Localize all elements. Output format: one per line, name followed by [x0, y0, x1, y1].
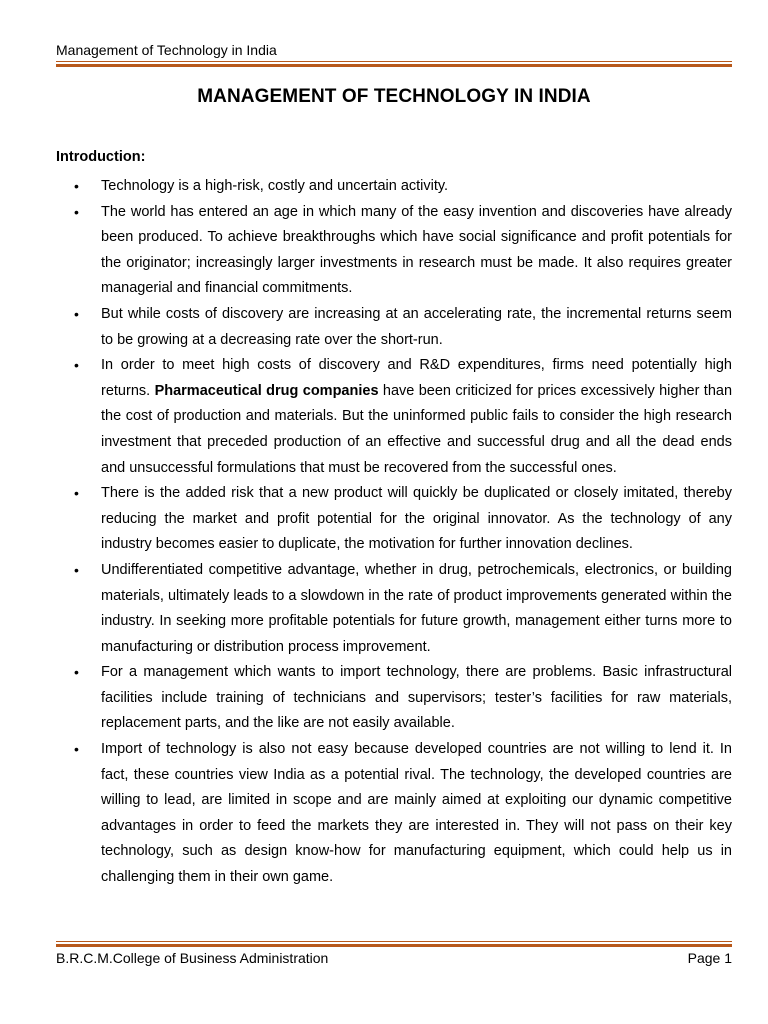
bullet-icon: •: [74, 741, 79, 758]
list-item: • Technology is a high-risk, costly and uncertain activity.: [56, 174, 732, 200]
bullet-icon: •: [74, 305, 79, 322]
bullet-icon: •: [74, 357, 79, 374]
footer-institution: B.R.C.M.College of Business Administration: [56, 950, 329, 966]
footer-rule: [56, 941, 732, 947]
bullet-icon: •: [74, 485, 79, 502]
list-item: • Undifferentiated competitive advantage, whether in drug, petrochemicals, electronics, or building materials, ultimately leads to a slowdown in the rate of product improvements generated within the industry. In seeking more profitable potentials for future growth, management either turns more to manufacturing or distribution process improvement.: [56, 558, 732, 660]
section-heading: Introduction:: [56, 149, 146, 165]
page-number: Page 1: [687, 950, 732, 966]
list-item: • The world has entered an age in which many of the easy invention and discoveries have already been produced. To achieve breakthroughs which have social significance and profit potentials for the originator; increasingly larger investments in research must be made. It also requires greater managerial and financial commitments.: [56, 200, 732, 302]
emphasis-text: Pharmaceutical drug companies: [154, 382, 379, 399]
header-rule: [56, 61, 732, 67]
list-item: • In order to meet high costs of discovery and R&D expenditures, firms need potentially high returns. Pharmaceutical drug companies have been criticized for prices excessively higher than the cost of production and materials. But the uninformed public fails to consider the high research investment that preceded production of an effective and successful drug and all the dead ends and unsuccessful formulations that must be recovered from the successful ones.: [56, 353, 732, 481]
bullet-icon: •: [74, 664, 79, 681]
running-header: Management of Technology in India: [56, 42, 277, 58]
list-item: • For a management which wants to import technology, there are problems. Basic infrastructural facilities include training of technicians and supervisors; tester’s facilities for raw materials, replacement parts, and the like are not easily available.: [56, 660, 732, 737]
bullet-icon: •: [74, 178, 79, 194]
bullet-icon: •: [74, 561, 79, 578]
bullet-list: [56, 174, 732, 891]
bullet-icon: •: [74, 203, 79, 220]
list-item: • Import of technology is also not easy because developed countries are not willing to lend it. In fact, these countries view India as a potential rival. The technology, the developed countries are willing to lead, are limited in scope and are mainly aimed at exploiting our dynamic competitive advantages in order to feed the markets they are interested in. They will not pass on their key technology, such as design know-how for manufacturing equipment, which could help us in challenging them in their own game.: [56, 737, 732, 891]
list-item: • But while costs of discovery are increasing at an accelerating rate, the incremental returns seem to be growing at a decreasing rate over the short-run.: [56, 302, 732, 353]
list-item: • There is the added risk that a new product will quickly be duplicated or closely imitated, thereby reducing the market and profit potential for the original innovator. As the technology of any industry becomes easier to duplicate, the motivation for further innovation declines.: [56, 481, 732, 558]
page-title: MANAGEMENT OF TECHNOLOGY IN INDIA: [197, 86, 591, 107]
